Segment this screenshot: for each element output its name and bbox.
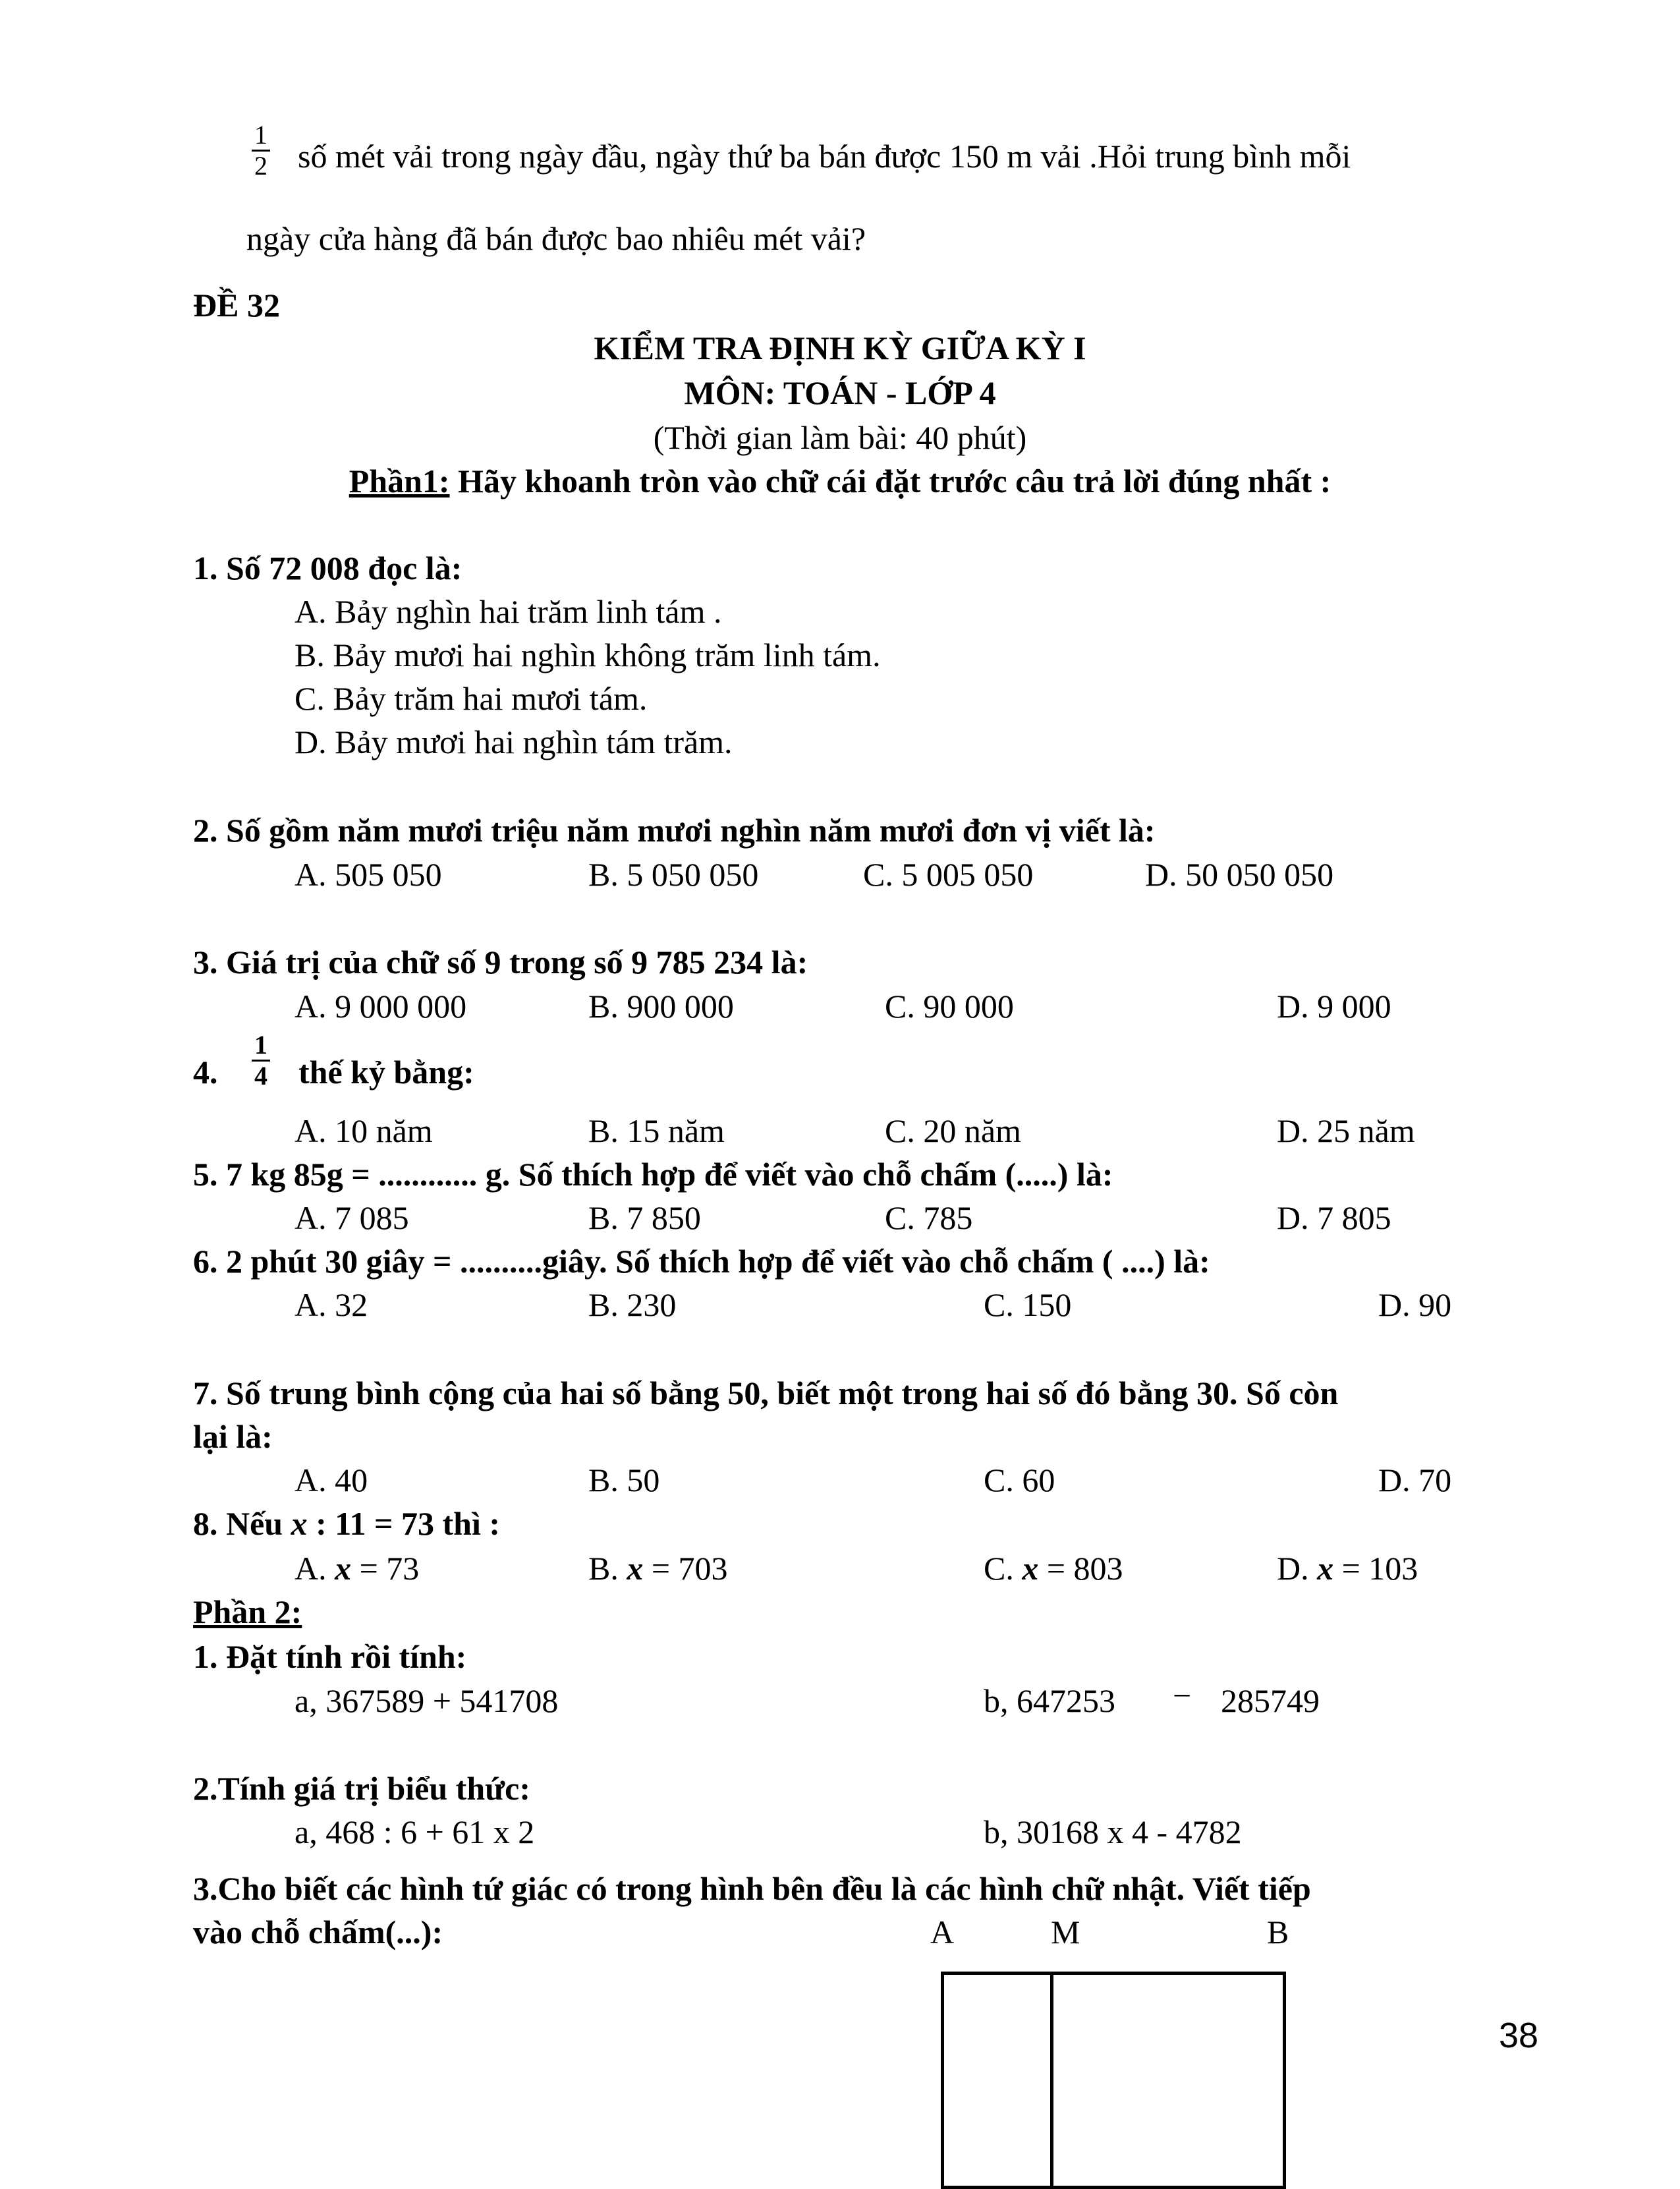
q6-question: 6. 2 phút 30 giây = ..........giây. Số thích hợp để viết vào chỗ chấm ( ....) là: (193, 1243, 1210, 1280)
part2-q1-b-operator: − (1173, 1677, 1192, 1714)
q2-option-b: B. 5 050 050 (588, 856, 759, 893)
part2-q1-title: 1. Đặt tính rồi tính: (193, 1638, 467, 1675)
q8-option-d-label: D. (1277, 1550, 1318, 1587)
q5-option-b: B. 7 850 (588, 1199, 701, 1236)
page-number: 38 (1499, 2016, 1539, 2055)
q7-option-d: D. 70 (1378, 1462, 1452, 1498)
q4-fraction (252, 1031, 270, 1091)
q6-option-d: D. 90 (1378, 1286, 1452, 1323)
q8-option-b-label: B. (588, 1550, 627, 1587)
part2-label: Phần 2: (193, 1593, 302, 1630)
q8-prefix: 8. Nếu (193, 1505, 291, 1542)
q8-option-a-label: A. (294, 1550, 335, 1587)
intro-fraction (252, 121, 270, 181)
q8-option-b-value: = 703 (643, 1550, 728, 1587)
exam-code: ĐỀ 32 (193, 287, 280, 324)
exam-title: KIỂM TRA ĐỊNH KỲ GIỮA KỲ I (594, 329, 1086, 366)
q5-option-a: A. 7 085 (294, 1199, 409, 1236)
q3-option-a: A. 9 000 000 (294, 988, 467, 1025)
q7-question-line-2: lại là: (193, 1418, 273, 1455)
q8-option-d (1277, 1549, 1418, 1588)
q8-option-a-var: x (335, 1550, 352, 1587)
fraction-denominator: 2 (254, 151, 267, 181)
q4-number: 4. (193, 1054, 218, 1091)
part2-q2-title: 2.Tính giá trị biểu thức: (193, 1770, 530, 1807)
q4-question: thế kỷ bằng: (298, 1054, 474, 1091)
q3-option-d: D. 9 000 (1277, 988, 1391, 1025)
part2-q2-a: a, 468 : 6 + 61 x 2 (294, 1813, 535, 1850)
figure-label-m: M (1051, 1914, 1080, 1950)
q1-option-b: B. Bảy mươi hai nghìn không trăm linh tám. (294, 637, 881, 673)
figure-label-b: B (1267, 1914, 1289, 1950)
exam-time: (Thời gian làm bài: 40 phút) (653, 419, 1027, 456)
q2-option-d: D. 50 050 050 (1145, 856, 1334, 893)
q4-option-b: B. 15 năm (588, 1112, 725, 1149)
q8-suffix: : 11 = 73 thì : (307, 1505, 500, 1542)
q5-option-d: D. 7 805 (1277, 1199, 1391, 1236)
q8-option-a-value: = 73 (351, 1550, 420, 1587)
q4-option-d: D. 25 năm (1277, 1112, 1415, 1149)
part2-q1-a: a, 367589 + 541708 (294, 1682, 559, 1719)
q7-option-b: B. 50 (588, 1462, 660, 1498)
q2-question: 2. Số gồm năm mươi triệu năm mươi nghìn năm mươi đơn vị viết là: (193, 812, 1156, 849)
q8-option-c (984, 1549, 1123, 1588)
part2-q2-b: b, 30168 x 4 - 4782 (984, 1813, 1242, 1850)
part1-label: Phần1: (349, 463, 450, 499)
part2-q1-b-right: 285749 (1221, 1682, 1320, 1719)
q1-option-c: C. Bảy trăm hai mươi tám. (294, 680, 648, 717)
figure-label-a: A (930, 1914, 955, 1950)
q1-option-d: D. Bảy mươi hai nghìn tám trăm. (294, 724, 733, 760)
q7-option-c: C. 60 (984, 1462, 1055, 1498)
part2-q3-line-2: vào chỗ chấm(...): (193, 1914, 443, 1950)
figure-divider-line (1050, 1972, 1053, 2189)
q8-option-d-var: x (1317, 1550, 1334, 1587)
q5-option-c: C. 785 (885, 1199, 973, 1236)
q8-option-b-var: x (627, 1550, 644, 1587)
q3-option-b: B. 900 000 (588, 988, 734, 1025)
q6-option-c: C. 150 (984, 1286, 1072, 1323)
q5-question: 5. 7 kg 85g = ............ g. Số thích hợp để viết vào chỗ chấm (.....) là: (193, 1156, 1113, 1193)
q7-option-a: A. 40 (294, 1462, 368, 1498)
part1-instruction: Hãy khoanh tròn vào chữ cái đặt trước câu trả lời đúng nhất : (449, 463, 1331, 499)
fraction-denominator: 4 (254, 1061, 267, 1091)
q2-option-c: C. 5 005 050 (863, 856, 1034, 893)
q8-option-b (588, 1549, 728, 1588)
q8-option-c-var: x (1022, 1550, 1039, 1587)
q8-option-c-label: C. (984, 1550, 1022, 1587)
fraction-numerator: 1 (252, 121, 270, 152)
q8-option-c-value: = 803 (1038, 1550, 1123, 1587)
part2-q1-b-left: b, 647253 (984, 1682, 1115, 1719)
q8-variable: x (291, 1505, 308, 1542)
q8-option-d-value: = 103 (1333, 1550, 1418, 1587)
q8-option-a (294, 1549, 419, 1588)
intro-line-1: số mét vải trong ngày đầu, ngày thứ ba bán được 150 m vải .Hỏi trung bình mỗi (298, 138, 1351, 175)
q3-option-c: C. 90 000 (885, 988, 1014, 1025)
q6-option-a: A. 32 (294, 1286, 368, 1323)
q3-question: 3. Giá trị của chữ số 9 trong số 9 785 234 là: (193, 944, 808, 981)
q7-question-line-1: 7. Số trung bình cộng của hai số bằng 50, biết một trong hai số đó bằng 30. Số còn (193, 1375, 1339, 1411)
part2-q3-line-1: 3.Cho biết các hình tứ giác có trong hình bên đều là các hình chữ nhật. Viết tiếp (193, 1870, 1311, 1907)
q1-question: 1. Số 72 008 đọc là: (193, 550, 462, 586)
q1-option-a: A. Bảy nghìn hai trăm linh tám . (294, 593, 722, 630)
figure-rectangle (941, 1972, 1286, 2189)
part1-heading (0, 461, 1680, 501)
q6-option-b: B. 230 (588, 1286, 677, 1323)
fraction-numerator: 1 (252, 1031, 270, 1062)
q2-option-a: A. 505 050 (294, 856, 442, 893)
q4-option-c: C. 20 năm (885, 1112, 1021, 1149)
q4-option-a: A. 10 năm (294, 1112, 433, 1149)
q8-question (193, 1504, 500, 1543)
exam-subject: MÔN: TOÁN - LỚP 4 (684, 374, 996, 411)
intro-line-2: ngày cửa hàng đã bán được bao nhiêu mét vải? (246, 220, 866, 257)
